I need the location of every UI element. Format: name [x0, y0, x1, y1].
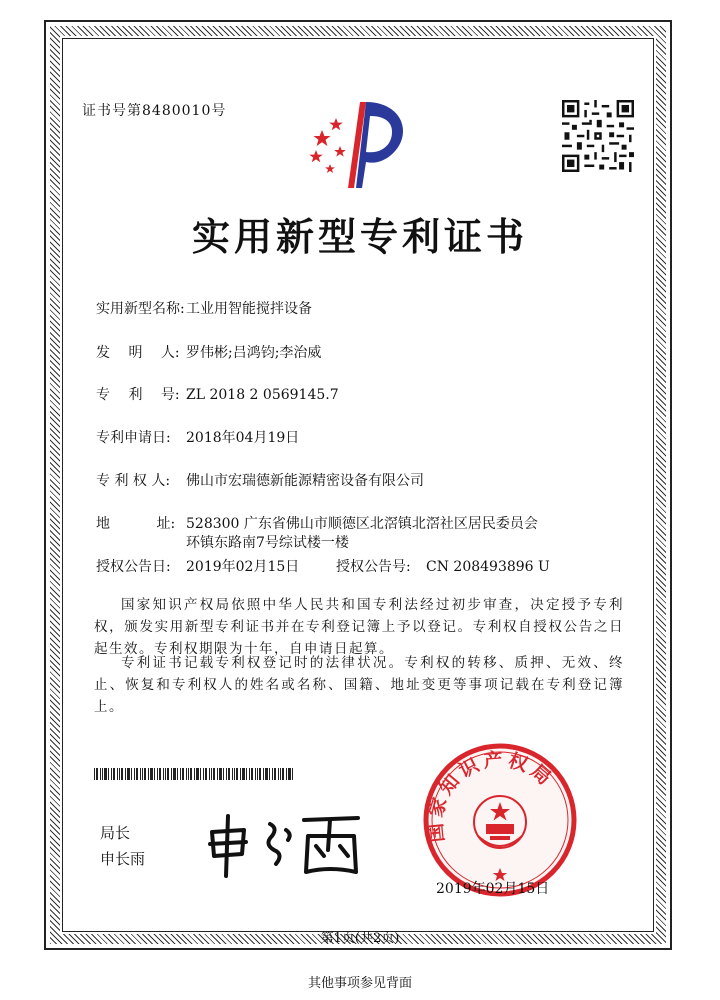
field-value: 528300 广东省佛山市顺德区北滘镇北滘社区居民委员会 [186, 516, 538, 532]
field-label: 地 址: [96, 516, 176, 532]
field-value: 工业用智能搅拌设备 [186, 301, 312, 317]
director-title: 局长 [100, 824, 131, 842]
emblem-star [314, 130, 331, 146]
emblem-star [329, 118, 342, 130]
cnipa-emblem-icon [300, 90, 420, 190]
field-inventors [96, 342, 321, 362]
field-label: 实用新型名称: [96, 301, 185, 317]
field-value: 罗伟彬;吕鸿钧;李治威 [186, 345, 322, 361]
barcode-icon [94, 768, 294, 780]
seal-date: 2019年02月15日 [436, 881, 550, 897]
field-value: 2019年02月15日 [186, 559, 300, 575]
field-label: 发 明 人: [96, 345, 180, 361]
director-signature [200, 810, 370, 880]
footer-note: 其他事项参见背面 [307, 976, 412, 991]
svg-text:国家知识产权局: 国家知识产权局 [424, 748, 558, 844]
certificate-number: 证书号第8480010号 [82, 103, 227, 119]
body-paragraph-1: 国家知识产权局依照中华人民共和国专利法经过初步审查，决定授予专利权，颁发实用新型专利证书并在专利登记簿上予以登记。专利权自授权公告之日起生效。专利权期限为十年，自申请日起算。 [94, 597, 624, 657]
qr-code-icon [562, 100, 634, 172]
field-value: ZL 2018 2 0569145.7 [186, 387, 339, 403]
field-label: 授权公告日: [96, 559, 171, 575]
field-label: 专 利 号: [96, 387, 180, 403]
field-utility-model-name [96, 298, 312, 318]
emblem-star [309, 150, 322, 162]
field-label: 授权公告号: [336, 559, 411, 575]
field-value: CN 208493896 U [426, 559, 550, 575]
emblem-star [334, 146, 346, 157]
field-patent-number [96, 384, 339, 404]
official-seal-stamp [420, 740, 580, 900]
field-label: 专 利 权 人: [96, 473, 171, 489]
field-label: 专利申请日: [96, 430, 171, 446]
field-filing-date [96, 427, 299, 447]
director-name: 申长雨 [100, 850, 146, 868]
address-line-2: 环镇东路南7号综试楼一楼 [186, 535, 349, 551]
body-paragraph-2: 专利证书记载专利权登记时的法律状况。专利权的转移、质押、无效、终止、恢复和专利权人的姓名或名称、国籍、地址变更等事项记载在专利登记簿上。 [94, 655, 624, 715]
field-value: 佛山市宏瑞德新能源精密设备有限公司 [186, 473, 424, 489]
field-value: 2018年04月19日 [186, 430, 300, 446]
emblem-star [325, 164, 335, 173]
field-address [96, 513, 538, 533]
page-number: 第1页(共2页) [320, 931, 400, 946]
field-grant-date [96, 556, 550, 576]
field-patentee [96, 470, 424, 490]
certificate-title: 实用新型专利证书 [191, 215, 528, 259]
